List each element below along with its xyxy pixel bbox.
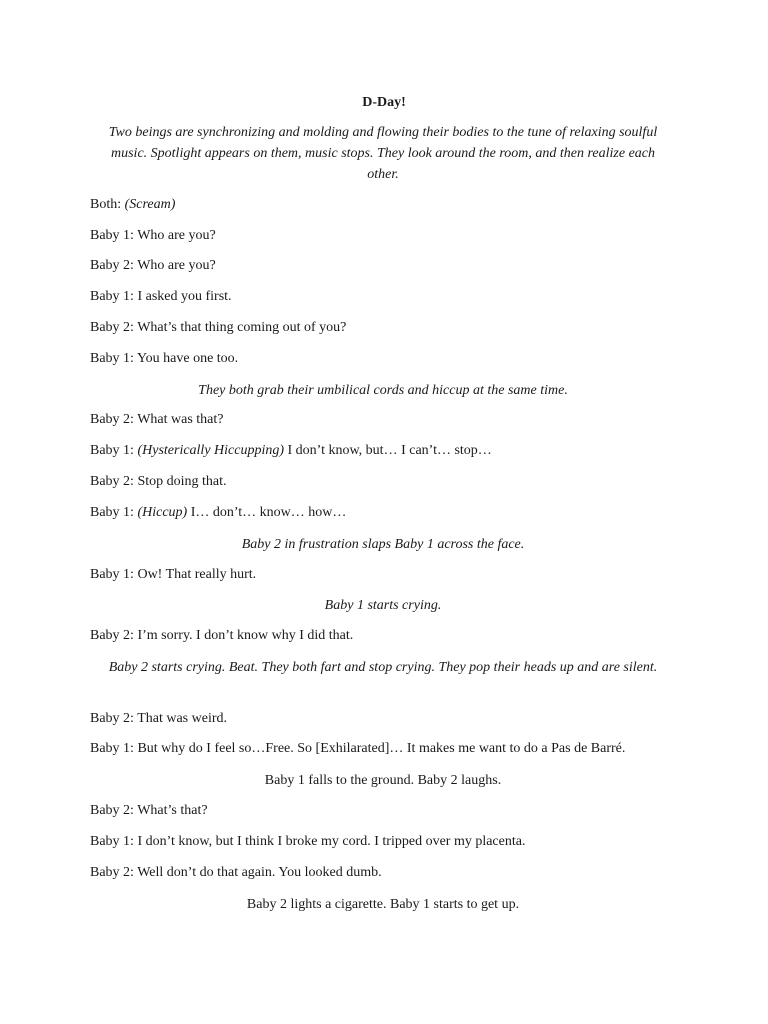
dialogue-line — [90, 833, 690, 851]
dialogue-text: I don’t know, but… I can’t… stop… — [287, 443, 492, 458]
parenthetical: (Scream) — [124, 197, 176, 212]
speaker-label: Baby 1: — [90, 834, 134, 849]
speaker-label: Baby 1: — [90, 741, 134, 756]
speaker-label: Baby 2: — [90, 628, 134, 643]
speaker-label: Baby 1: — [90, 289, 134, 304]
dialogue-text: Stop doing that. — [137, 474, 227, 489]
parenthetical: (Hysterically Hiccupping) — [137, 443, 285, 458]
stage-direction: Baby 2 lights a cigarette. Baby 1 starts to get up. — [246, 897, 520, 912]
speaker-label: Both: — [90, 197, 122, 212]
dialogue-text: What was that? — [137, 412, 224, 427]
dialogue-line — [90, 350, 690, 368]
speaker-label: Baby 2: — [90, 412, 134, 427]
speaker-label: Baby 1: — [90, 567, 134, 582]
dialogue-text: You have one too. — [136, 351, 239, 366]
speaker-label: Baby 2: — [90, 258, 134, 273]
dialogue-line — [90, 566, 690, 584]
speaker-label: Baby 2: — [90, 803, 134, 818]
speaker-label: Baby 1: — [90, 443, 134, 458]
dialogue-line — [90, 411, 690, 429]
dialogue-text: Well don’t do that again. You looked dumb. — [137, 865, 382, 880]
stage-direction: Baby 2 starts crying. Beat. They both fart and stop crying. They pop their heads up and are silent. — [108, 660, 658, 675]
dialogue-text: I asked you first. — [137, 289, 232, 304]
dialogue-line — [90, 288, 690, 306]
speaker-label: Baby 1: — [90, 351, 134, 366]
speaker-label: Baby 2: — [90, 711, 134, 726]
dialogue-line — [90, 196, 690, 214]
dialogue-text: That was weird. — [137, 711, 228, 726]
stage-direction: Baby 2 in frustration slaps Baby 1 across the face. — [241, 537, 525, 552]
dialogue-line — [90, 802, 690, 820]
dialogue-text: What’s that thing coming out of you? — [137, 320, 347, 335]
script-title: D-Day! — [362, 95, 406, 110]
dialogue-text: Who are you? — [137, 228, 216, 243]
dialogue-line — [90, 710, 690, 728]
dialogue-text: I… don’t… know… how… — [190, 505, 347, 520]
dialogue-line — [90, 627, 690, 645]
speaker-label: Baby 2: — [90, 865, 134, 880]
dialogue-text: I’m sorry. I don’t know why I did that. — [137, 628, 354, 643]
dialogue-line — [90, 504, 690, 522]
dialogue-text: Ow! That really hurt. — [137, 567, 257, 582]
dialogue-text: What’s that? — [137, 803, 208, 818]
dialogue-line — [90, 442, 690, 460]
stage-direction: They both grab their umbilical cords and hiccup at the same time. — [198, 383, 568, 398]
speaker-label: Baby 1: — [90, 228, 134, 243]
speaker-label: Baby 2: — [90, 320, 134, 335]
parenthetical: (Hiccup) — [137, 505, 188, 520]
speaker-label: Baby 1: — [90, 505, 134, 520]
dialogue-line — [90, 740, 690, 758]
dialogue-line — [90, 227, 690, 245]
speaker-label: Baby 2: — [90, 474, 134, 489]
dialogue-line — [90, 864, 690, 882]
dialogue-line — [90, 257, 690, 275]
stage-direction: Baby 1 starts crying. — [324, 598, 442, 613]
dialogue-text: Who are you? — [137, 258, 216, 273]
dialogue-line — [90, 473, 690, 491]
dialogue-text: I don’t know, but I think I broke my cord. I tripped over my placenta. — [137, 834, 526, 849]
opening-stage-direction: Two beings are synchronizing and molding and flowing their bodies to the tune of relaxing soulful music. Spotlight appears on them, music stops. They look around the room, and then realize each other. — [108, 125, 658, 182]
stage-direction: Baby 1 falls to the ground. Baby 2 laughs. — [264, 773, 502, 788]
dialogue-text: But why do I feel so…Free. So [Exhilarated]… It makes me want to do a Pas de Barré. — [137, 741, 626, 756]
dialogue-line — [90, 319, 690, 337]
